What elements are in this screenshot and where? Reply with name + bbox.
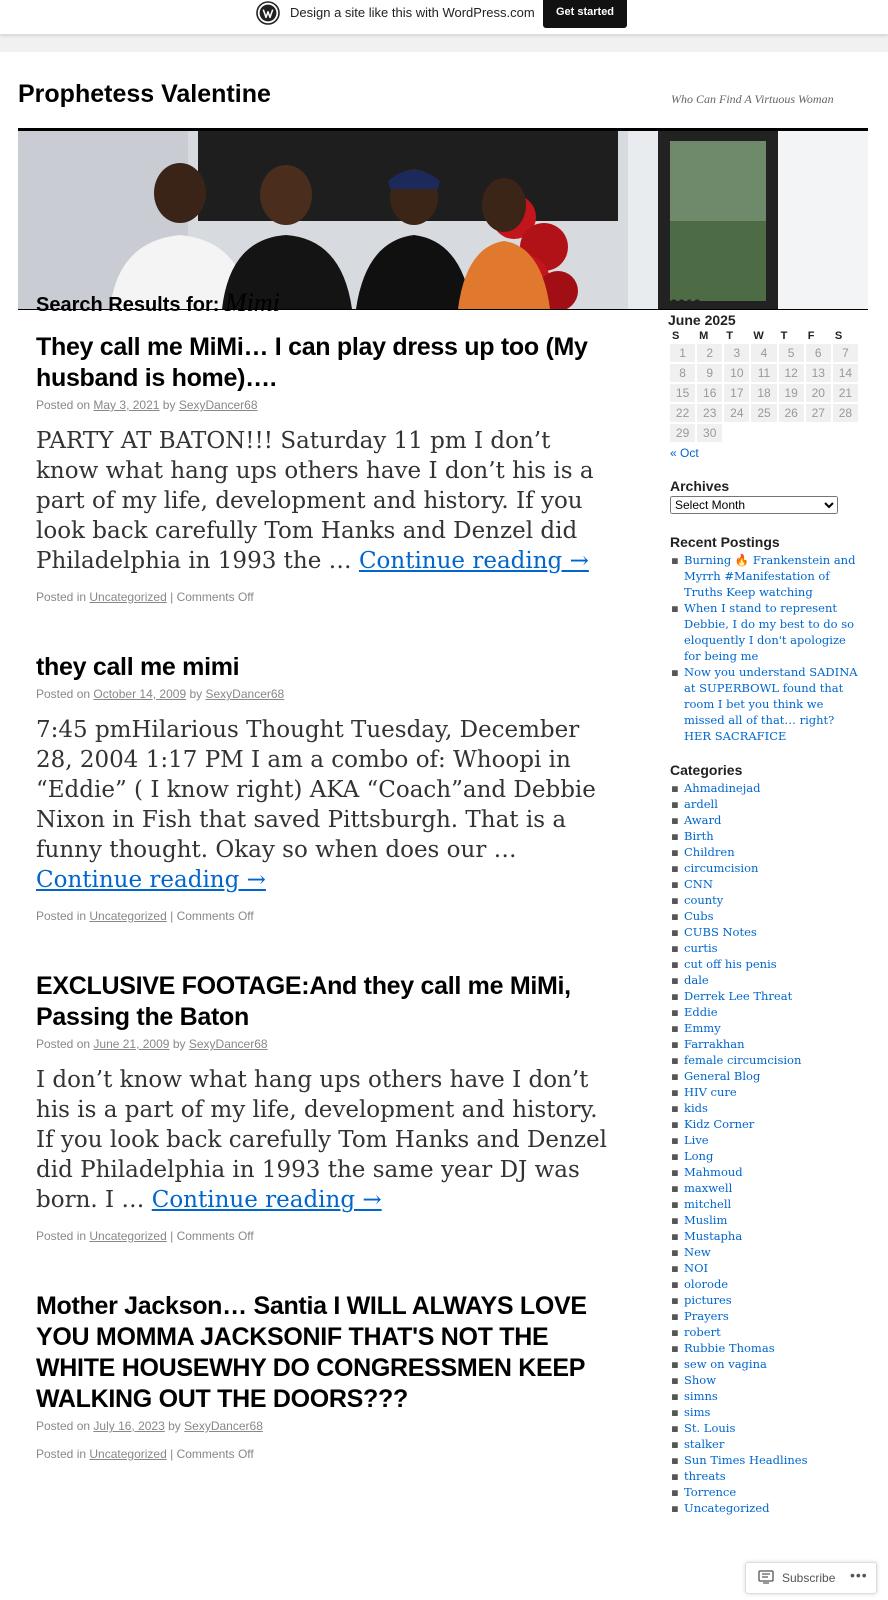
category-link[interactable]: NOI: [684, 1261, 709, 1275]
calendar-week: [670, 344, 858, 362]
calendar-day: 18: [751, 384, 776, 402]
post-date-link[interactable]: July 16, 2023: [93, 1419, 165, 1433]
wordpress-promo-bar: [0, 0, 888, 35]
category-link[interactable]: Live: [684, 1133, 709, 1147]
main-content: [36, 288, 616, 1509]
posted-on-label: Posted on: [36, 1419, 91, 1433]
post-excerpt: [36, 426, 616, 576]
list-item: [670, 844, 860, 860]
more-options-icon[interactable]: •••: [850, 1567, 868, 1583]
calendar-day: 14: [833, 364, 858, 382]
calendar-weekday-row: [670, 330, 858, 342]
calendar-day: 1: [670, 344, 695, 362]
category-link[interactable]: mitchell: [684, 1197, 732, 1211]
post-author-link[interactable]: SexyDancer68: [205, 687, 285, 701]
calendar-day: 13: [806, 364, 831, 382]
list-item: [670, 1404, 860, 1420]
list-item: [670, 972, 860, 988]
wordpress-promo-text[interactable]: Design a site like this with WordPress.com: [290, 5, 535, 20]
weekday-label: S: [834, 330, 843, 342]
list-item: [670, 940, 860, 956]
list-item: [670, 1004, 860, 1020]
category-link[interactable]: New: [684, 1245, 711, 1259]
list-item: [670, 1068, 860, 1084]
category-link[interactable]: CNN: [684, 877, 713, 891]
calendar-week: [670, 404, 858, 422]
post-excerpt-text: I don’t know what hang ups others have I don’t his is a part of my life, development and history. If you look back carefully Tom Hanks and Denzel did Philadelphia in 1993 the same year DJ was born. I …: [36, 1067, 607, 1213]
category-link[interactable]: Farrakhan: [684, 1037, 745, 1051]
header-photo: [18, 128, 868, 310]
post-footer: [36, 1447, 616, 1461]
list-item: [670, 1100, 860, 1116]
calendar-day: 23: [697, 404, 722, 422]
list-item: [670, 1196, 860, 1212]
category-link[interactable]: Derrek Lee Threat: [684, 989, 793, 1003]
calendar-day: 15: [670, 384, 695, 402]
calendar-day-empty: [833, 424, 858, 442]
calendar-day: 4: [751, 344, 776, 362]
list-item: [670, 908, 860, 924]
calendar-week: [670, 424, 858, 442]
calendar-day: 28: [833, 404, 858, 422]
category-link[interactable]: Children: [684, 845, 735, 859]
by-label: by: [172, 1037, 186, 1051]
category-link[interactable]: ardell: [684, 797, 718, 811]
calendar-day-empty: [806, 424, 831, 442]
subscribe-button[interactable]: [745, 1562, 877, 1594]
header-photo-illustration: [18, 131, 868, 309]
by-label: by: [162, 398, 176, 412]
list-item: [670, 1500, 860, 1516]
calendar-day-empty: [724, 424, 749, 442]
meta-separator: |: [170, 1229, 174, 1243]
list-item: [670, 1484, 860, 1500]
list-item: [670, 1436, 860, 1452]
weekday-label: T: [780, 330, 788, 342]
post-category-link[interactable]: Uncategorized: [89, 1229, 167, 1243]
category-link[interactable]: sims: [684, 1405, 711, 1419]
category-link[interactable]: curtis: [684, 941, 718, 955]
site-description: Who Can Find A Virtuous Woman: [671, 92, 834, 106]
category-link[interactable]: Sun Times Headlines: [684, 1453, 808, 1467]
category-link[interactable]: sew on vagina: [684, 1357, 767, 1371]
subscribe-label: Subscribe: [782, 1571, 836, 1585]
category-link[interactable]: St. Louis: [684, 1421, 736, 1435]
search-results-title: [36, 288, 616, 318]
calendar-day: 8: [670, 364, 695, 382]
post: [36, 652, 616, 923]
category-link[interactable]: olorode: [684, 1277, 729, 1291]
list-item: [670, 828, 860, 844]
list-item: [670, 1356, 860, 1372]
comments-status: Comments Off: [176, 1229, 254, 1243]
meta-separator: |: [170, 909, 174, 923]
list-item: [670, 600, 860, 664]
category-link[interactable]: HIV cure: [684, 1085, 737, 1099]
calendar-day: 12: [779, 364, 804, 382]
list-item: [670, 876, 860, 892]
post-date-link[interactable]: May 3, 2021: [93, 398, 160, 412]
list-item: [670, 1212, 860, 1228]
weekday-label: F: [807, 330, 815, 342]
recent-post-link[interactable]: When I stand to represent Debbie, I do my best to do so eloquently I don't apologize for being me: [684, 601, 855, 663]
calendar-day: 24: [724, 404, 749, 422]
category-link[interactable]: Kidz Corner: [684, 1117, 755, 1131]
archives-select[interactable]: [670, 496, 838, 514]
category-link[interactable]: General Blog: [684, 1069, 761, 1083]
post-excerpt: [36, 1065, 616, 1215]
list-item: [670, 1468, 860, 1484]
calendar: [668, 312, 860, 444]
list-item: [670, 1132, 860, 1148]
list-item: [670, 1036, 860, 1052]
list-item: [670, 956, 860, 972]
calendar-day: 25: [751, 404, 776, 422]
category-link[interactable]: cut off his penis: [684, 957, 777, 971]
category-link[interactable]: Mustapha: [684, 1229, 743, 1243]
search-term: Mimi: [224, 288, 280, 317]
year-heading: 2010: [670, 296, 702, 312]
sidebar: [670, 296, 860, 1534]
post-category-link[interactable]: Uncategorized: [89, 590, 167, 604]
category-link[interactable]: Mahmoud: [684, 1165, 743, 1179]
category-link[interactable]: Eddie: [684, 1005, 718, 1019]
reader-subscribe-icon: [758, 1570, 774, 1584]
list-item: [670, 1276, 860, 1292]
calendar-prev-link[interactable]: « Oct: [670, 446, 699, 460]
list-item: [670, 1244, 860, 1260]
calendar-day-empty: [779, 424, 804, 442]
continue-reading-link[interactable]: Continue reading →: [151, 1187, 382, 1213]
post-title[interactable]: they call me mimi: [36, 653, 240, 681]
post-title[interactable]: Mother Jackson… Santia I WILL ALWAYS LOVE YOU MOMMA JACKSONIF THAT'S NOT THE WHITE HOUSEWHY DO CONGRESSMEN KEEP WALKING OUT THE DOORS???: [36, 1292, 587, 1413]
comments-status: Comments Off: [176, 590, 254, 604]
calendar-day: 11: [751, 364, 776, 382]
post-title[interactable]: They call me MiMi… I can play dress up too (My husband is home)….: [36, 333, 588, 392]
list-item: [670, 1164, 860, 1180]
post-author-link[interactable]: SexyDancer68: [184, 1419, 263, 1433]
calendar-day: 16: [697, 384, 722, 402]
posted-in-label: Posted in: [36, 590, 87, 604]
weekday-label: M: [699, 330, 709, 342]
post-meta: [36, 1419, 616, 1433]
list-item: [670, 1308, 860, 1324]
category-link[interactable]: simns: [684, 1389, 718, 1403]
calendar-week: [670, 364, 858, 382]
calendar-week: [670, 384, 858, 402]
comments-status: Comments Off: [176, 909, 254, 923]
posted-in-label: Posted in: [36, 1447, 87, 1461]
post-excerpt-text: PARTY AT BATON!!! Saturday 11 pm I don’t know what hang ups others have I don’t his is a part of my life, development and history. If you look back carefully Tom Hanks and Denzel did Philadelphia in 1993 the …: [36, 428, 594, 574]
calendar-day: 9: [697, 364, 722, 382]
category-link[interactable]: Rubbie Thomas: [684, 1341, 775, 1355]
weekday-label: W: [753, 330, 764, 342]
posted-in-label: Posted in: [36, 1229, 87, 1243]
site-title[interactable]: Prophetess Valentine: [18, 80, 271, 108]
category-link[interactable]: Award: [684, 813, 722, 827]
list-item: [670, 1180, 860, 1196]
archives-heading: Archives: [670, 478, 730, 494]
meta-separator: |: [170, 1447, 174, 1461]
calendar-caption: June 2025: [668, 312, 736, 328]
list-item: [670, 1420, 860, 1436]
category-link[interactable]: Emmy: [684, 1021, 721, 1035]
list-item: [670, 1148, 860, 1164]
meta-separator: |: [170, 590, 174, 604]
posted-on-label: Posted on: [36, 1037, 91, 1051]
continue-reading-link[interactable]: Continue reading →: [358, 548, 589, 574]
post-meta: [36, 687, 616, 701]
calendar-day-empty: [751, 424, 776, 442]
category-link[interactable]: Torrence: [684, 1485, 737, 1499]
list-item: [670, 796, 860, 812]
list-item: [670, 1388, 860, 1404]
recent-postings-heading: Recent Postings: [670, 534, 780, 550]
category-link[interactable]: Muslim: [684, 1213, 728, 1227]
list-item: [670, 1324, 860, 1340]
calendar-day: 2: [697, 344, 722, 362]
calendar-day: 29: [670, 424, 695, 442]
category-link[interactable]: female circumcision: [684, 1053, 802, 1067]
category-link[interactable]: robert: [684, 1325, 721, 1339]
list-item: [670, 780, 860, 796]
post-date-link[interactable]: October 14, 2009: [93, 687, 187, 701]
post-footer: [36, 1229, 616, 1243]
category-link[interactable]: dale: [684, 973, 709, 987]
post: [36, 971, 616, 1243]
post: [36, 332, 616, 604]
list-item: [670, 1452, 860, 1468]
post-meta: [36, 398, 616, 412]
recent-postings-list: [670, 552, 860, 744]
list-item: [670, 924, 860, 940]
post-author-link[interactable]: SexyDancer68: [188, 1037, 268, 1051]
wordpress-logo-icon[interactable]: [256, 1, 280, 25]
categories-heading: Categories: [670, 762, 743, 778]
calendar-day: 3: [724, 344, 749, 362]
list-item: [670, 892, 860, 908]
posted-in-label: Posted in: [36, 909, 87, 923]
by-label: by: [189, 687, 203, 701]
list-item: [670, 1228, 860, 1244]
categories-list: [670, 780, 860, 1516]
category-link[interactable]: pictures: [684, 1293, 732, 1307]
list-item: [670, 1260, 860, 1276]
post-excerpt: [36, 715, 616, 895]
post-meta: [36, 1037, 616, 1051]
post: [36, 1291, 616, 1461]
list-item: [670, 860, 860, 876]
list-item: [670, 1052, 860, 1068]
search-results-prefix: Search Results for:: [36, 294, 220, 316]
category-link[interactable]: kids: [684, 1101, 708, 1115]
category-link[interactable]: threats: [684, 1469, 726, 1483]
post-category-link[interactable]: Uncategorized: [89, 909, 167, 923]
category-link[interactable]: maxwell: [684, 1181, 733, 1195]
calendar-day: 26: [779, 404, 804, 422]
list-item: [670, 1292, 860, 1308]
calendar-day: 30: [697, 424, 722, 442]
category-link[interactable]: Uncategorized: [684, 1501, 770, 1515]
calendar-day: 7: [833, 344, 858, 362]
list-item: [670, 552, 860, 600]
category-link[interactable]: circumcision: [684, 861, 759, 875]
post-date-link[interactable]: June 21, 2009: [93, 1037, 170, 1051]
calendar-day: 21: [833, 384, 858, 402]
by-label: by: [168, 1419, 181, 1433]
recent-post-link[interactable]: Now you understand SADINA at SUPERBOWL found that room I bet you think we missed all of that… right?HER SACRAFICE: [684, 665, 858, 743]
calendar-day: 22: [670, 404, 695, 422]
category-link[interactable]: county: [684, 893, 724, 907]
posted-on-label: Posted on: [36, 398, 91, 412]
calendar-day: 6: [806, 344, 831, 362]
calendar-day: 10: [724, 364, 749, 382]
post-title[interactable]: EXCLUSIVE FOOTAGE:And they call me MiMi, Passing the Baton: [36, 972, 571, 1031]
list-item: [670, 1116, 860, 1132]
category-link[interactable]: Cubs: [684, 909, 714, 923]
list-item: [670, 1020, 860, 1036]
category-link[interactable]: Show: [684, 1373, 717, 1387]
post-author-link[interactable]: SexyDancer68: [178, 398, 258, 412]
calendar-day: 5: [779, 344, 804, 362]
category-link[interactable]: stalker: [684, 1437, 725, 1451]
continue-reading-link[interactable]: Continue reading →: [36, 867, 266, 893]
list-item: [670, 812, 860, 828]
category-link[interactable]: Long: [684, 1149, 714, 1163]
category-link[interactable]: CUBS Notes: [684, 925, 757, 939]
comments-status: Comments Off: [176, 1447, 254, 1461]
post-category-link[interactable]: Uncategorized: [89, 1447, 167, 1461]
post-excerpt-text: 7:45 pmHilarious Thought Tuesday, December 28, 2004 1:17 PM I am a combo of: Whoopi in “Eddie” ( I know right) AKA “Coach”and Debbie Nixon in Fish that saved Pittsburgh. That is a funny thought. Okay so when does our …: [36, 717, 596, 863]
list-item: [670, 664, 860, 744]
list-item: [670, 1372, 860, 1388]
calendar-day: 19: [779, 384, 804, 402]
category-link[interactable]: Birth: [684, 829, 714, 843]
posted-on-label: Posted on: [36, 687, 91, 701]
weekday-label: S: [672, 330, 680, 342]
post-footer: [36, 909, 616, 923]
post-footer: [36, 590, 616, 604]
calendar-day: 17: [724, 384, 749, 402]
list-item: [670, 988, 860, 1004]
list-item: [670, 1084, 860, 1100]
weekday-label: T: [726, 330, 734, 342]
get-started-button[interactable]: Get started: [543, 0, 627, 28]
recent-post-link[interactable]: Burning 🔥 Frankenstein and Myrrh #Manifestation of Truths Keep watching: [684, 553, 856, 599]
category-link[interactable]: Ahmadinejad: [684, 781, 761, 795]
calendar-day: 27: [806, 404, 831, 422]
calendar-day: 20: [806, 384, 831, 402]
category-link[interactable]: Prayers: [684, 1309, 729, 1323]
list-item: [670, 1340, 860, 1356]
